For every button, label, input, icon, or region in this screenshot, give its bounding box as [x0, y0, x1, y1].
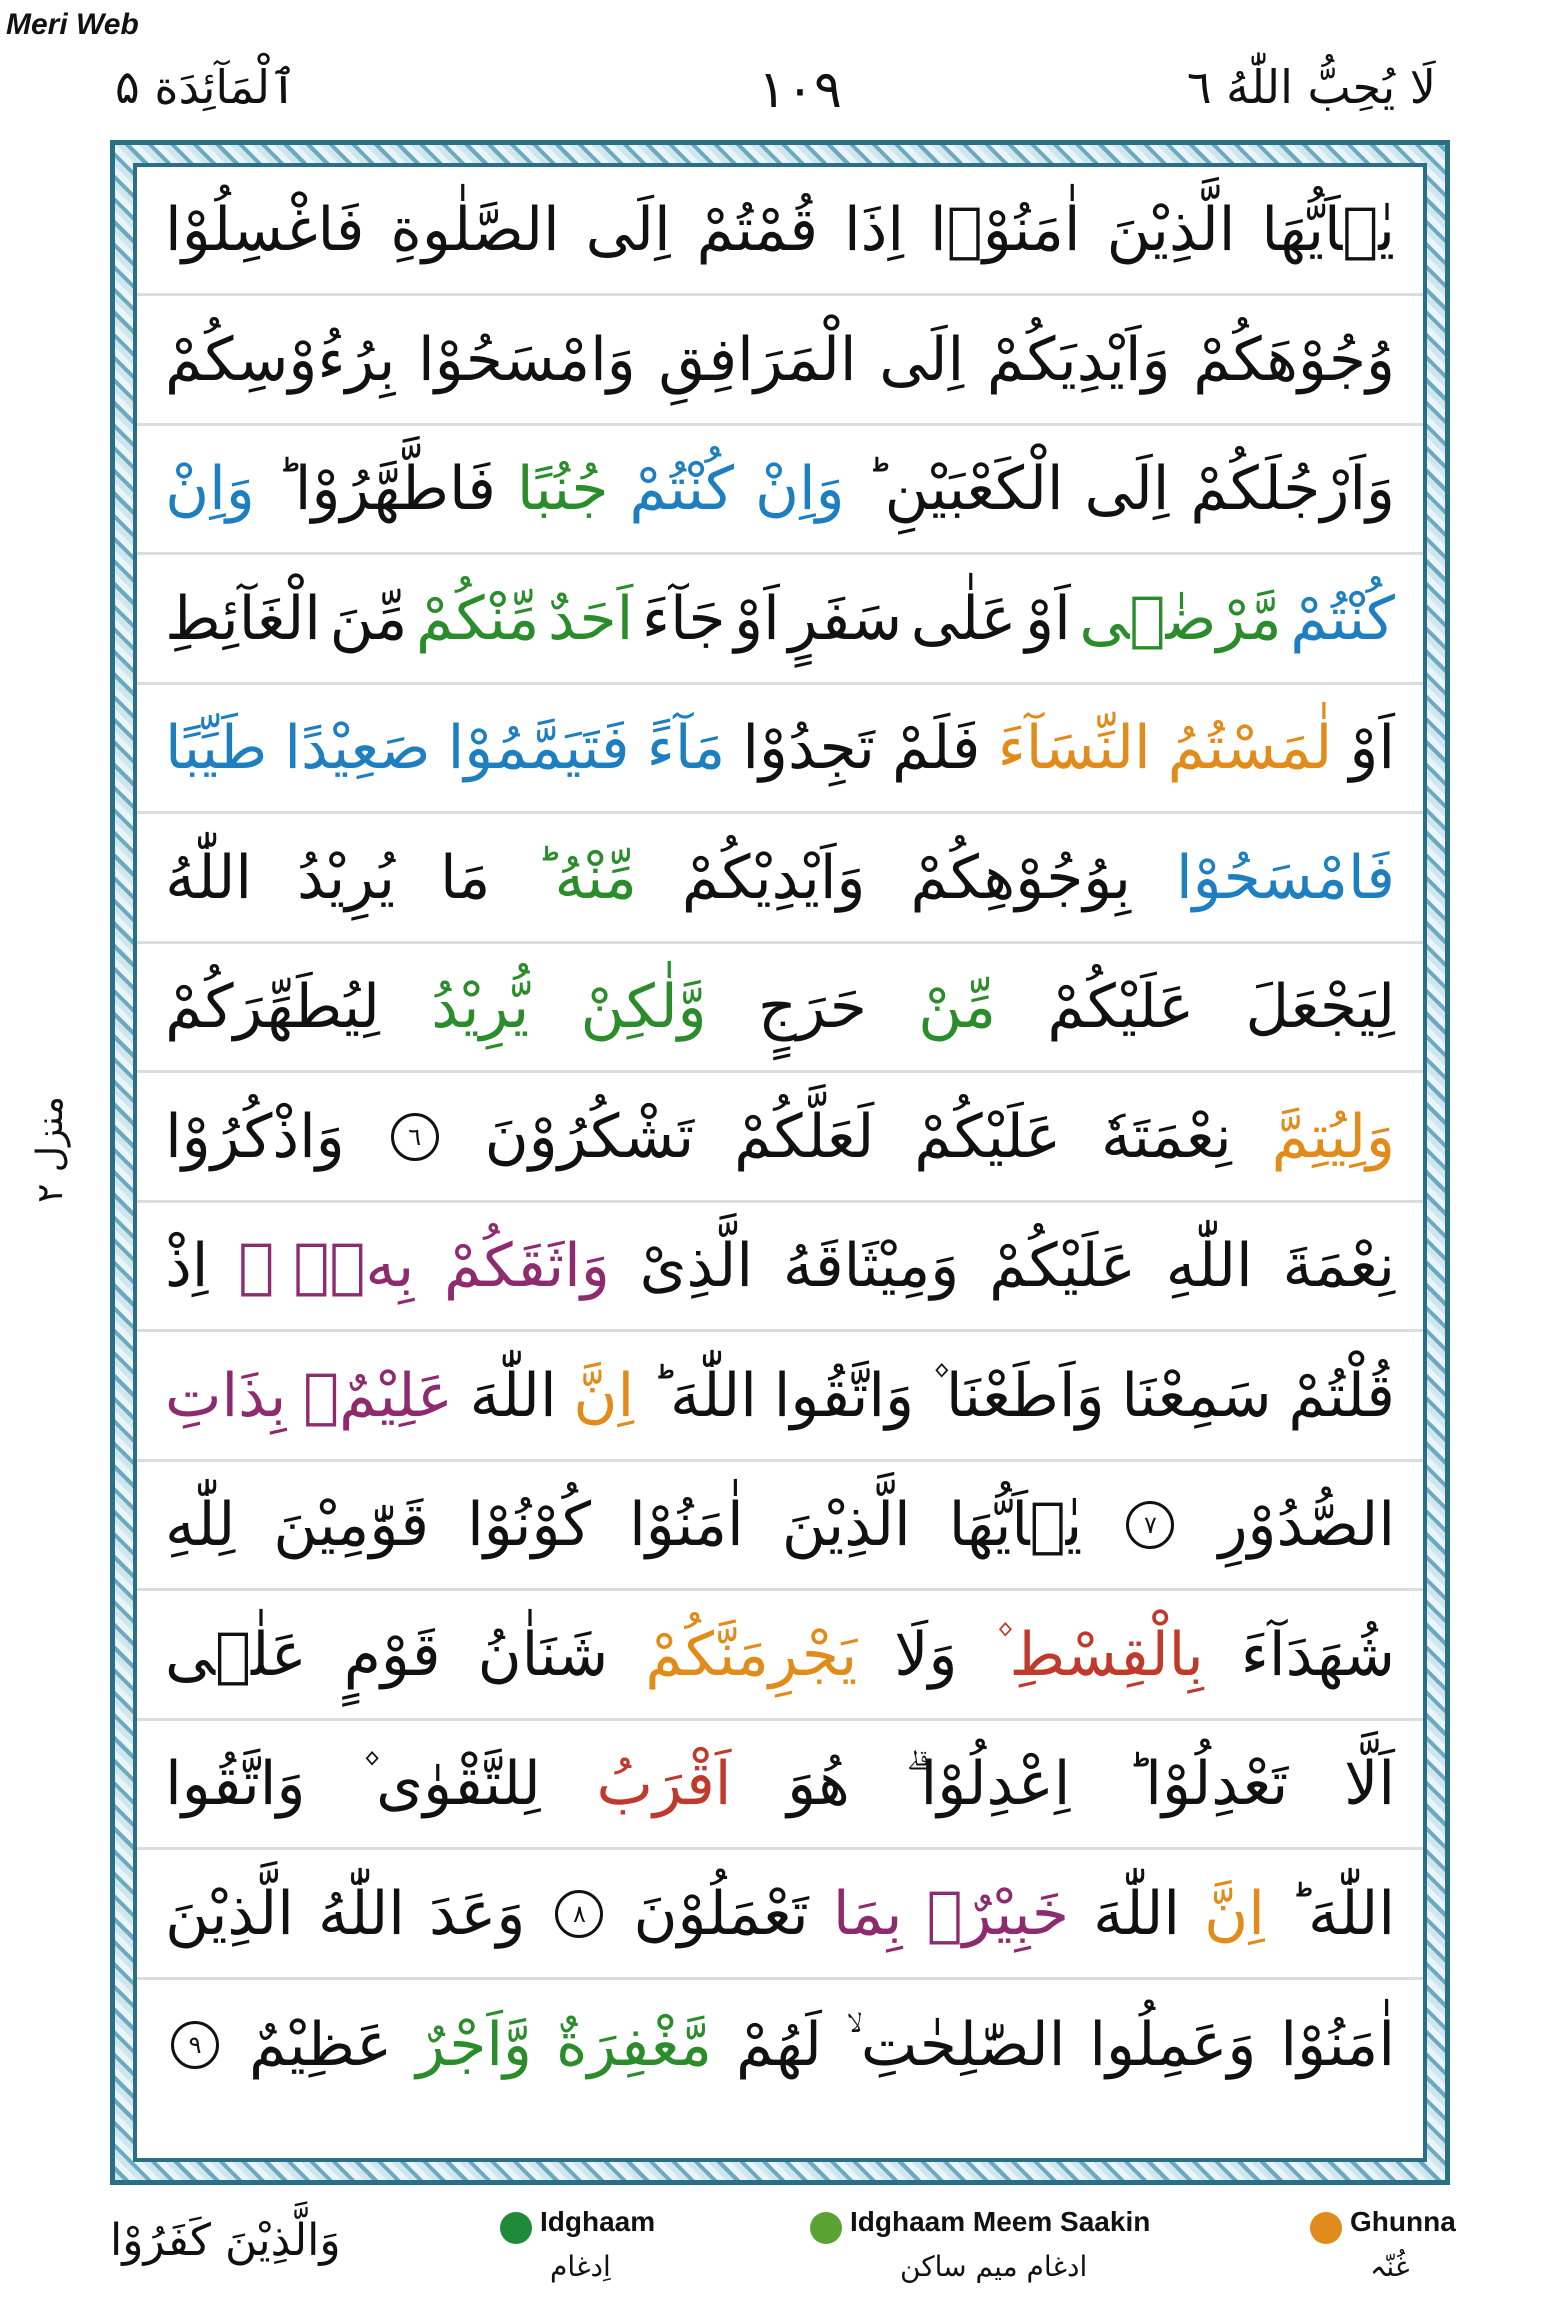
ayah-number-mark: ٦ — [391, 1113, 439, 1161]
verse-word: اَقْرَبُ — [596, 1749, 732, 1819]
verse-line — [137, 1721, 1423, 1850]
verse-word: النِّسَآءَ — [997, 713, 1151, 783]
verse-word: وَاتَّقُوا — [165, 1749, 306, 1819]
verse-word: وَاَيْدِيَكُمْ — [986, 324, 1171, 395]
page-number: ١٠٩ — [758, 60, 842, 120]
verse-word: سَفَرٍ — [788, 583, 903, 654]
verse-word: عَلَيْكُمْ — [989, 1231, 1136, 1301]
verse-word: عَلٰى — [910, 583, 1017, 654]
verse-word: اٰمَنُوْا — [1280, 2009, 1395, 2080]
legend-dot-idghaam-meem-saakin — [810, 2212, 842, 2244]
para-name: لَا يُحِبُّ اللّٰهُ ٦ — [1186, 60, 1436, 114]
verse-word: وَاَيْدِيْكُمْ — [681, 842, 866, 913]
verse-word: يَجْرِمَنَّكُمْ — [645, 1619, 858, 1690]
verse-word: جُنُبًا — [516, 454, 609, 524]
verse-word: مِّنْ — [918, 972, 997, 1042]
verse-word: الْغَآئِطِ — [165, 583, 321, 654]
verse-line — [137, 297, 1423, 426]
verse-word: مِّنْكُمْ — [416, 583, 540, 654]
verse-line — [137, 685, 1423, 814]
verse-word: تَجِدُوْا — [742, 713, 875, 783]
catchword: وَالَّذِيْنَ كَفَرُوْا — [110, 2215, 341, 2266]
legend-dot-ghunna — [1310, 2212, 1342, 2244]
verse-word: وَّلٰكِنْ — [580, 972, 707, 1042]
verse-word: الَّذِيْنَ — [781, 1490, 911, 1560]
verse-word: الَّذِيْنَ — [1106, 195, 1236, 265]
verse-word: اَلَّا — [1344, 1749, 1395, 1819]
verse-word: اَوْ — [1025, 583, 1071, 654]
verse-word: وَاتَّقُوا — [773, 1360, 915, 1431]
verse-line — [137, 1074, 1423, 1203]
verse-line — [137, 1203, 1423, 1332]
verse-word: فَلَمْ — [892, 713, 981, 783]
verse-line — [137, 167, 1423, 296]
verse-word: اِلَى — [1084, 454, 1170, 524]
legend-label-idghaam: Idghaam — [540, 2206, 656, 2237]
ayah-number-mark: ٧ — [1126, 1501, 1174, 1549]
verse-word: مِّنَ — [329, 583, 408, 654]
verse-area — [133, 163, 1427, 2162]
site-label: Meri Web — [6, 8, 139, 41]
verse-word: اَوْ — [1349, 713, 1395, 783]
verse-word: اِعْدِلُوْا ۗ — [905, 1749, 1071, 1819]
verse-word: بِالْقِسْطِ ۫ — [994, 1619, 1204, 1690]
legend-label-idghaam-meem-saakin: Idghaam Meem Saakin — [850, 2206, 1151, 2237]
verse-word: عَظِيْمٌ — [249, 2009, 393, 2080]
verse-word: مِّنْهُ ؕ — [535, 842, 637, 913]
verse-line — [137, 1333, 1423, 1462]
verse-word: اللّٰهَ ؕ — [650, 1360, 757, 1431]
verse-word: صَعِيْدًا — [284, 713, 431, 783]
verse-word: عَلَيْكُمْ — [1047, 972, 1195, 1042]
verse-word: الْمَرَافِقِ — [658, 324, 857, 395]
verse-word: بِهٖۤ ۙ — [238, 1231, 415, 1301]
verse-word: شُهَدَآءَ — [1240, 1619, 1395, 1690]
verse-word: الصَّلٰوةِ — [390, 195, 560, 265]
verse-word: الْكَعْبَيْنِ ؕ — [865, 454, 1064, 524]
legend-ghunna — [1310, 2200, 1510, 2300]
verse-word: بِوُجُوْهِكُمْ — [910, 842, 1131, 913]
verse-word: مَّغْفِرَةٌ — [555, 2009, 712, 2080]
page-frame — [110, 140, 1450, 2185]
verse-word: هُوَ — [787, 1749, 850, 1819]
verse-word: الَّذِيْنَ — [165, 1878, 294, 1949]
verse-word: الصّٰلِحٰتِ ۙ — [845, 2009, 1066, 2080]
verse-line — [137, 1462, 1423, 1591]
verse-word: كُوْنُوْا — [467, 1490, 592, 1560]
verse-word: اللّٰهِ — [1165, 1231, 1253, 1301]
verse-word: مَا — [440, 842, 491, 913]
verse-word: عَلِيْمٌۢ — [303, 1360, 453, 1431]
verse-word: بِمَا — [832, 1878, 903, 1949]
verse-word: يٰۤاَيُّهَا — [1261, 195, 1395, 265]
verse-line — [137, 1592, 1423, 1721]
verse-word: اللّٰهُ — [317, 1878, 405, 1949]
verse-word: اللّٰهَ — [469, 1360, 557, 1431]
manzil-label: منزل ٢ — [30, 1096, 71, 1204]
verse-line — [137, 556, 1423, 685]
legend-dot-idghaam — [500, 2212, 532, 2244]
verse-word: فَاطَّهَّرُوْا ؕ — [275, 454, 496, 524]
verse-word: وَاذْكُرُوْا — [165, 1101, 345, 1172]
legend-idghaam — [500, 2200, 800, 2300]
verse-word: لِيُطَهِّرَكُمْ — [165, 972, 380, 1042]
verse-word: وَاَرْجُلَكُمْ — [1190, 454, 1395, 524]
verse-word: شَنَاٰنُ — [477, 1619, 609, 1690]
verse-word: لٰمَسْتُمُ — [1167, 713, 1333, 783]
verse-word: مَآءً — [646, 713, 726, 783]
verse-word: وَامْسَحُوْا — [418, 324, 636, 395]
verse-word: سَمِعْنَا — [1121, 1360, 1272, 1431]
verse-word: وَاِنْ — [754, 454, 845, 524]
verse-word: يُّرِيْدُ — [431, 972, 530, 1042]
verse-word: اٰمَنُوْا — [629, 1490, 744, 1560]
verse-word: اَوْ — [734, 583, 780, 654]
verse-word: اللّٰهَ — [1093, 1878, 1181, 1949]
verse-word: تَعْمَلُوْنَ — [633, 1878, 809, 1949]
verse-word: وَاِنْ — [165, 454, 255, 524]
verse-word: قَوّٰمِيْنَ — [273, 1490, 430, 1560]
verse-word: وَلَا — [894, 1619, 958, 1690]
verse-word: فَامْسَحُوْا — [1175, 842, 1395, 913]
verse-word: اِذْ — [165, 1231, 209, 1301]
legend-label-ghunna: Ghunna — [1350, 2206, 1456, 2237]
verse-word: فَاغْسِلُوْا — [165, 195, 365, 265]
verse-word: اللّٰهَ ؕ — [1288, 1878, 1395, 1949]
verse-word: وَاَطَعْنَا ۫ — [930, 1360, 1105, 1431]
verse-word: اللّٰهُ — [165, 842, 253, 913]
verse-word: الصُّدُوْرِ — [1218, 1490, 1395, 1560]
verse-word: قُلْتُمْ — [1288, 1360, 1395, 1431]
verse-word: عَلَيْكُمْ — [914, 1101, 1062, 1172]
verse-word: لِلتَّقْوٰى ۫ — [361, 1749, 541, 1819]
verse-word: كُنْتُمْ — [1290, 583, 1395, 654]
verse-line — [137, 426, 1423, 555]
verse-word: يٰۤاَيُّهَا — [948, 1490, 1083, 1560]
verse-word: وُجُوْهَكُمْ — [1193, 324, 1395, 395]
verse-line — [137, 944, 1423, 1073]
legend-arabic-ghunna: غُنّہ — [1370, 2250, 1410, 2283]
legend-arabic-idghaam-meem-saakin: ادغام میم ساکن — [900, 2250, 1088, 2283]
verse-word: حَرَجٍ — [757, 972, 867, 1042]
verse-word: بِرُءُوْسِكُمْ — [165, 324, 396, 395]
verse-word: اِلَى — [879, 324, 965, 395]
verse-line — [137, 815, 1423, 944]
verse-word: اِنَّ — [1204, 1878, 1265, 1949]
verse-word: اَحَدٌ — [547, 583, 634, 654]
verse-word: اِلَى — [585, 195, 671, 265]
verse-word: تَعْدِلُوْا ؕ — [1126, 1749, 1289, 1819]
verse-word: يُرِيْدُ — [297, 842, 396, 913]
verse-word: بِذَاتِ — [165, 1360, 287, 1431]
verse-word: وَاثَقَكُمْ — [444, 1231, 610, 1301]
verse-word: كُنْتُمْ — [629, 454, 735, 524]
verse-word: تَشْكُرُوْنَ — [484, 1101, 695, 1172]
verse-word: قُمْتُمْ — [696, 195, 819, 265]
verse-word: فَتَيَمَّمُوْا — [447, 713, 630, 783]
verse-word: قَوْمٍ — [343, 1619, 441, 1690]
verse-word: اِنَّ — [573, 1360, 635, 1431]
verse-line — [137, 1851, 1423, 1980]
verse-word: نِعْمَتَهٗ — [1101, 1101, 1232, 1172]
verse-word: نِعْمَةَ — [1282, 1231, 1395, 1301]
verse-word: وَعَمِلُوا — [1089, 2009, 1257, 2080]
surah-name: ٱلْمَآئِدَة ۵ — [115, 60, 297, 114]
verse-word: وَعَدَ — [429, 1878, 526, 1949]
verse-word: طَيِّبًا — [165, 713, 268, 783]
verse-word: لِلّٰهِ — [165, 1490, 236, 1560]
verse-word: وَّاَجْرٌ — [416, 2009, 532, 2080]
verse-line — [137, 1980, 1423, 2109]
verse-word: مَّرْضٰۤى — [1079, 583, 1282, 654]
verse-word: لِيَجْعَلَ — [1245, 972, 1395, 1042]
verse-word: وَلِيُتِمَّ — [1271, 1101, 1395, 1172]
verse-word: اٰمَنُوْۤا — [930, 195, 1081, 265]
verse-word: لَهُمْ — [735, 2009, 822, 2080]
verse-word: عَلٰۤى — [165, 1619, 307, 1690]
verse-word: الَّذِىْ — [639, 1231, 754, 1301]
legend-idghaam-meem-saakin — [810, 2200, 1230, 2300]
legend-arabic-idghaam: اِدغام — [550, 2250, 611, 2283]
verse-word: لَعَلَّكُمْ — [734, 1101, 875, 1172]
verse-word: اِذَا — [843, 195, 905, 265]
verse-word: خَبِيْرٌۢ — [926, 1878, 1069, 1949]
verse-word: وَمِيْثَاقَهُ — [782, 1231, 960, 1301]
ayah-number-mark: ٨ — [555, 1890, 603, 1938]
ayah-number-mark: ٩ — [171, 2021, 219, 2069]
verse-word: جَآءَ — [641, 583, 726, 654]
